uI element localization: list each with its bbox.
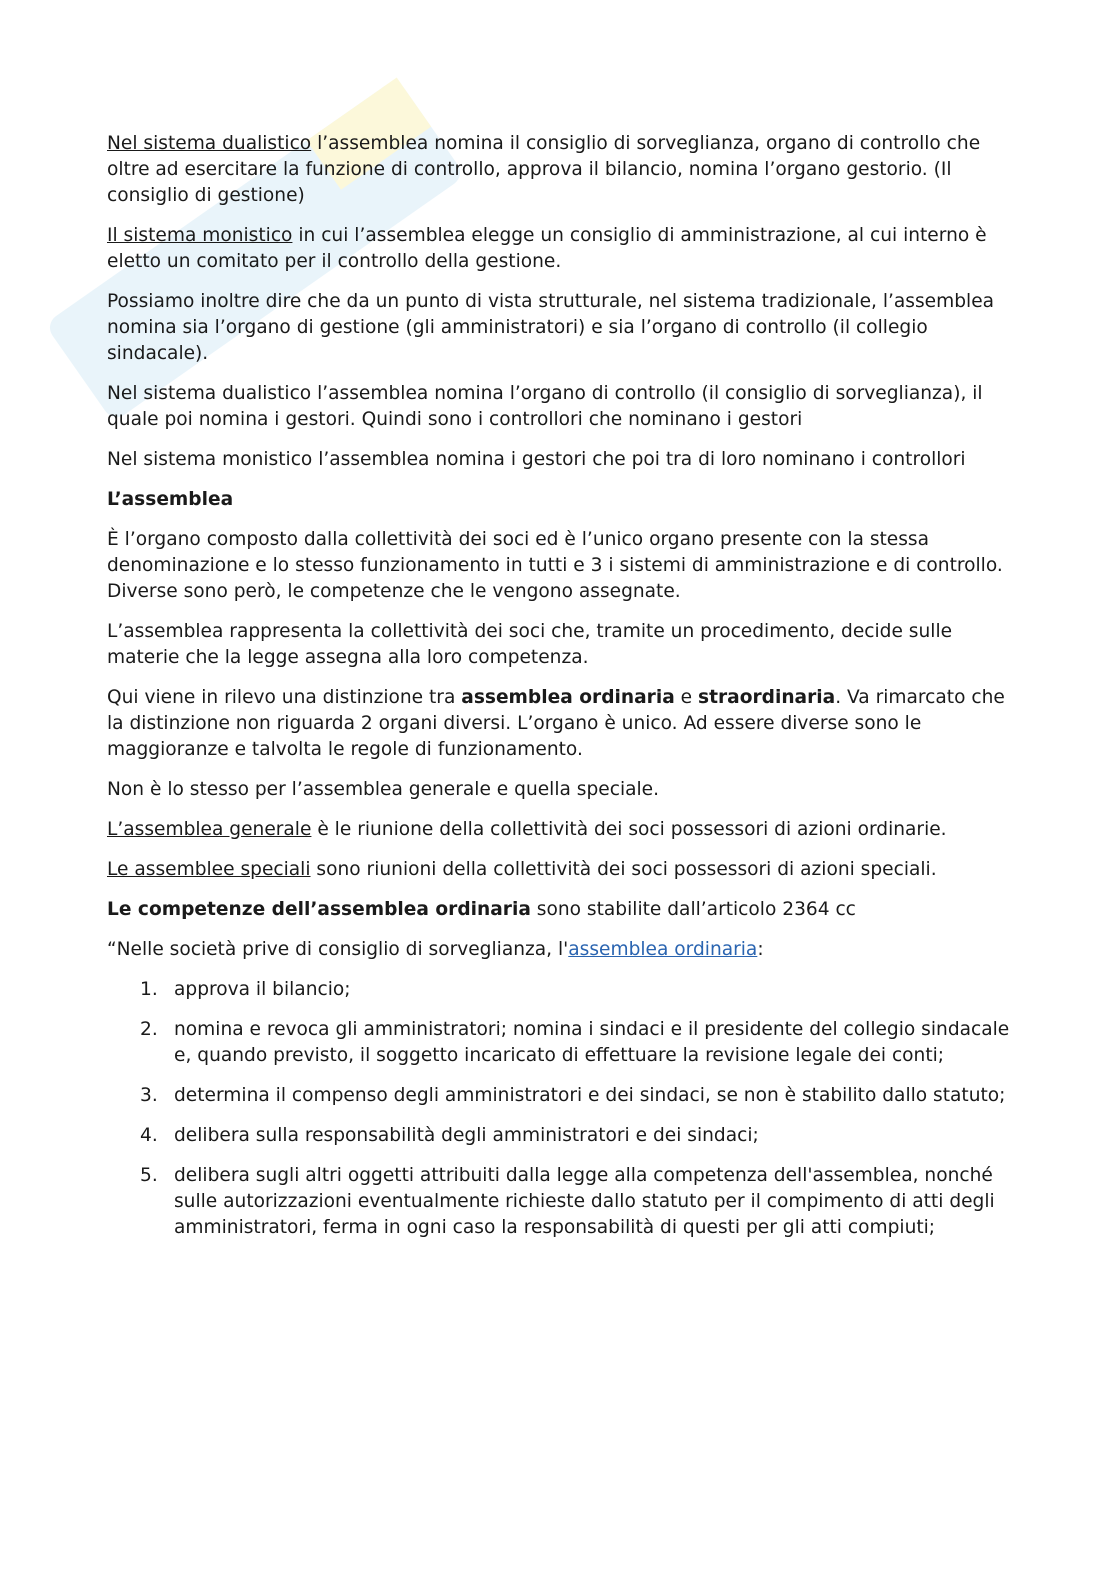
list-item-text: determina il compenso degli amministratori e dei sindaci, se non è stabilito dallo statuto; (174, 1085, 1006, 1106)
paragraph-text: e (674, 687, 699, 708)
paragraph-text: . Va rimarcato che la distinzione non riguarda 2 organi diversi. L’organo è unico. Ad essere diverse sono le maggioranze e talvolta le regole di funzionamento. (107, 687, 1005, 760)
paragraph-text: l’assemblea nomina il consiglio di sorveglianza, organo di controllo che oltre ad esercitare la funzione di controllo, approva il bilancio, nomina l’organo gestorio. (Il consiglio di gestione) (107, 133, 981, 206)
paragraph-monistico (107, 223, 1017, 275)
section-heading: L’assemblea (107, 489, 234, 510)
paragraph-citazione (107, 937, 1017, 963)
list-item-text: delibera sulla responsabilità degli amministratori e dei sindaci; (174, 1125, 759, 1146)
underlined-term: Le assemblee speciali (107, 859, 311, 880)
paragraph-text: è le riunione della collettività dei soci possessori di azioni ordinarie. (311, 819, 947, 840)
list-number: 5. (140, 1165, 158, 1186)
list-item-text: approva il bilancio; (174, 979, 351, 1000)
paragraph-collettivita: L’assemblea rappresenta la collettività dei soci che, tramite un procedimento, decide sulle materie che la legge assegna alla loro competenza. (107, 621, 953, 668)
paragraph-assemblee-speciali (107, 857, 1017, 883)
paragraph-assemblea-generale (107, 817, 1017, 843)
list-item (107, 1017, 1017, 1069)
list-number: 1. (140, 979, 158, 1000)
bold-term: straordinaria (698, 687, 836, 708)
paragraph-generale-speciale: Non è lo stesso per l’assemblea generale e quella speciale. (107, 779, 660, 800)
underlined-term: L’assemblea generale (107, 819, 312, 840)
list-number: 2. (140, 1019, 158, 1040)
underlined-term: Nel sistema dualistico (107, 133, 312, 154)
list-item-text: nomina e revoca gli amministratori; nomina i sindaci e il presidente del collegio sindacale e, quando previsto, il soggetto incaricato di effettuare la revisione legale dei conti; (174, 1019, 1010, 1066)
paragraph-text: sono riunioni della collettività dei soci possessori di azioni speciali. (310, 859, 937, 880)
list-number: 4. (140, 1125, 158, 1146)
list-item (107, 1123, 1017, 1149)
paragraph-competenze (107, 897, 1017, 923)
paragraph-organo: È l’organo composto dalla collettività dei soci ed è l’unico organo presente con la stessa denominazione e lo stesso funzionamento in tutti e 3 i sistemi di amministrazione e di controllo. Diverse sono però, le competenze che le vengono assegnate. (107, 529, 1003, 602)
paragraph-text: Qui viene in rilevo una distinzione tra (107, 687, 462, 708)
list-item (107, 1163, 1017, 1241)
list-number: 3. (140, 1085, 158, 1106)
paragraph-text: sono stabilite dall’articolo 2364 cc (530, 899, 856, 920)
underlined-term: Il sistema monistico (107, 225, 293, 246)
assemblea-ordinaria-link[interactable]: assemblea ordinaria (568, 939, 758, 960)
paragraph-text: in cui l’assemblea elegge un consiglio di amministrazione, al cui interno è eletto un comitato per il controllo della gestione. (107, 225, 987, 272)
list-item-text: delibera sugli altri oggetti attribuiti dalla legge alla competenza dell'assemblea, nonché sulle autorizzazioni eventualmente richieste dallo statuto per il compimento di atti degli amministratori, ferma in ogni caso la responsabilità di questi per gli atti compiuti; (174, 1165, 995, 1238)
competenze-list (107, 977, 1017, 1241)
paragraph-text: : (757, 939, 764, 960)
paragraph-strutturale: Possiamo inoltre dire che da un punto di vista strutturale, nel sistema tradizionale, l’assemblea nomina sia l’organo di gestione (gli amministratori) e sia l’organo di controllo (il collegio sindacale). (107, 291, 995, 364)
paragraph-distinzione (107, 685, 1017, 763)
paragraph-dualistico (107, 131, 1017, 209)
list-item (107, 977, 1017, 1003)
document-body (107, 131, 1017, 1255)
paragraph-dualistico-controllo: Nel sistema dualistico l’assemblea nomina l’organo di controllo (il consiglio di sorveglianza), il quale poi nomina i gestori. Quindi sono i controllori che nominano i gestori (107, 383, 983, 430)
list-item (107, 1083, 1017, 1109)
bold-term: assemblea ordinaria (461, 687, 675, 708)
paragraph-monistico-gestori: Nel sistema monistico l’assemblea nomina i gestori che poi tra di loro nominano i controllori (107, 449, 966, 470)
bold-term: Le competenze dell’assemblea ordinaria (107, 899, 531, 920)
paragraph-text: “Nelle società prive di consiglio di sorveglianza, l' (107, 939, 569, 960)
